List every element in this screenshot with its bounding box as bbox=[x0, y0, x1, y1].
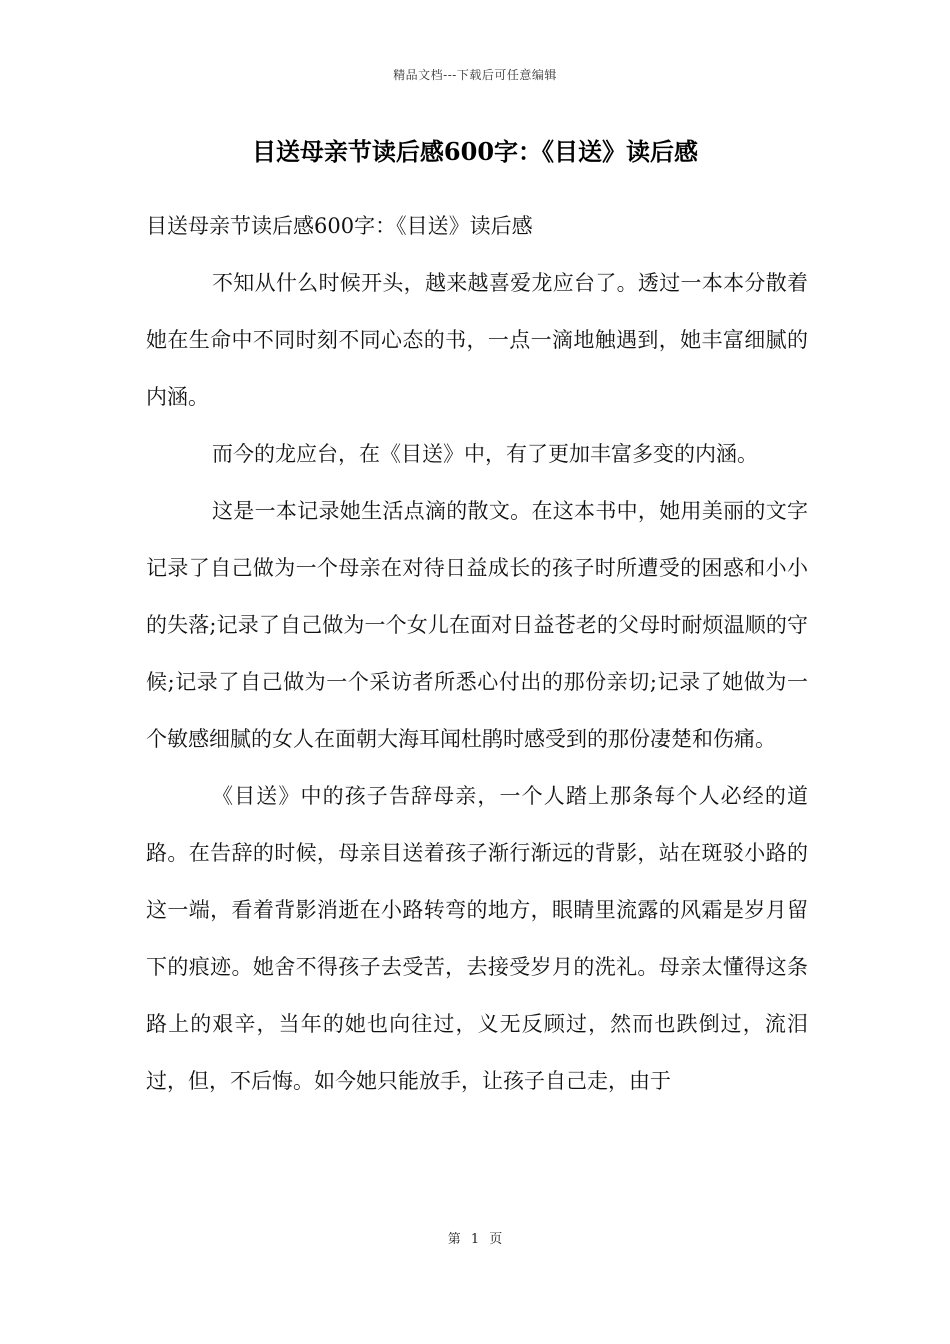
paragraph-3: 这是一本记录她生活点滴的散文。在这本书中，她用美丽的文字记录了自己做为一个母亲在对待日益成长的孩子时所遭受的困惑和小小的失落;记录了自己做为一个女儿在面对日益苍老的父母时耐烦温顺的守候;记录了自己做为一个采访者所悉心付出的那份亲切;记录了她做为一个敏感细腻的女人在面朝大海耳闻杜鹃时感受到的那份凄楚和伤痛。 bbox=[146, 499, 808, 751]
page-number: 1 bbox=[470, 1232, 480, 1247]
subtitle-line: 目送母亲节读后感600字：《目送》读后感 bbox=[146, 214, 533, 238]
paragraph-2: 而今的龙应台，在《目送》中，有了更加丰富多变的内涵。 bbox=[212, 442, 758, 466]
document-title: 目送母亲节读后感600字：《目送》读后感 bbox=[251, 137, 699, 166]
page-suffix: 页 bbox=[489, 1232, 503, 1247]
header-note: 精品文档---下载后可任意编辑 bbox=[393, 68, 557, 82]
page-footer bbox=[0, 1228, 950, 1247]
paragraph-4: 《目送》中的孩子告辞母亲，一个人踏上那条每个人必经的道路。在告辞的时候，母亲目送着孩子渐行渐远的背影，站在斑驳小路的这一端，看着背影消逝在小路转弯的地方，眼睛里流露的风霜是岁月留下的痕迹。她舍不得孩子去受苦，去接受岁月的洗礼。母亲太懂得这条路上的艰辛，当年的她也向往过，义无反顾过，然而也跌倒过，流泪过，但，不后悔。如今她只能放手，让孩子自己走，由于 bbox=[146, 784, 808, 1093]
page-prefix: 第 bbox=[447, 1232, 461, 1247]
paragraph-1: 不知从什么时候开头，越来越喜爱龙应台了。透过一本本分散着她在生命中不同时刻不同心态的书，一点一滴地触遇到，她丰富细腻的内涵。 bbox=[146, 271, 808, 409]
document-body bbox=[146, 198, 808, 1110]
